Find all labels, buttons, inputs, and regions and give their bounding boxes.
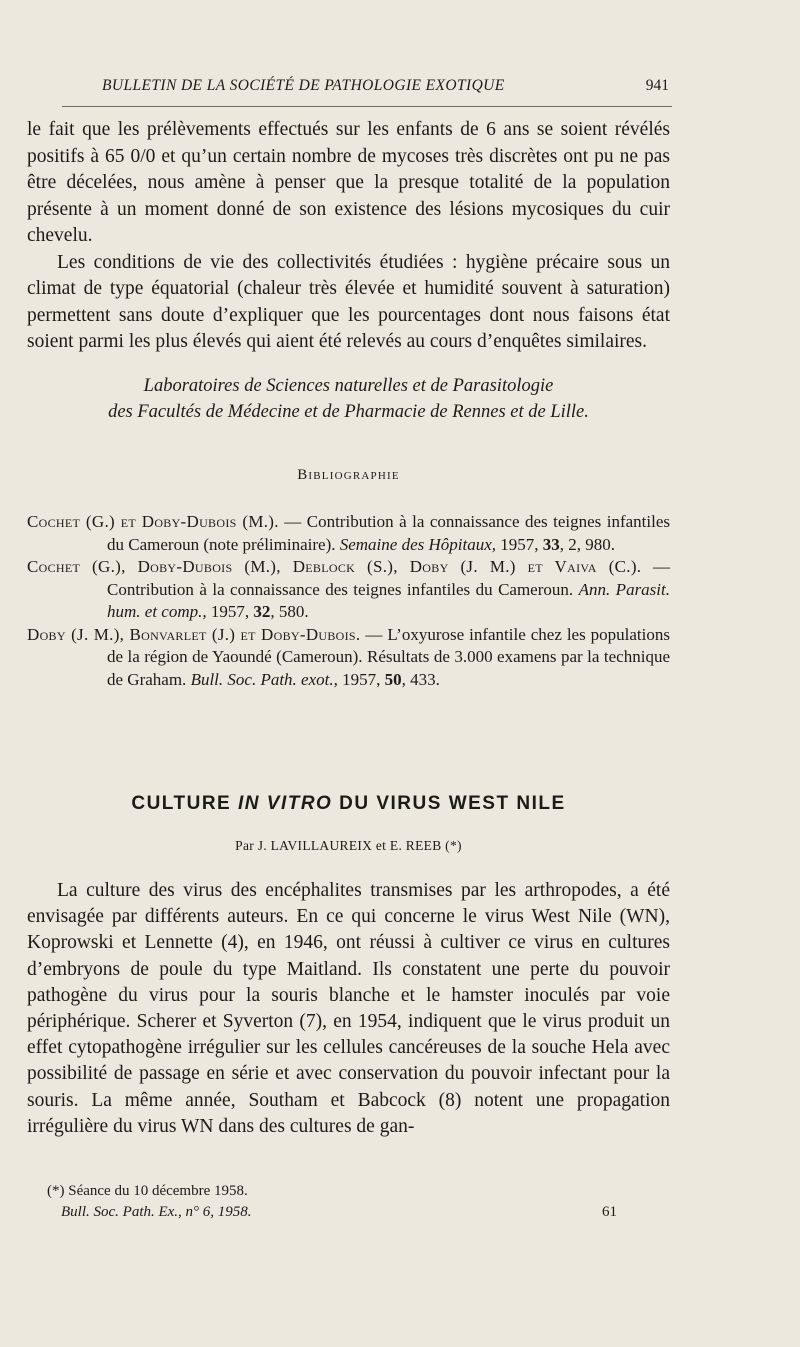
bib-authors: Doby (J. M.), Bonvarlet (J.) et Doby-Dubois. [27, 624, 361, 644]
bib-journal: Ann. Parasit. hum. et comp., [107, 579, 670, 621]
bib-pages: , 580. [270, 602, 309, 621]
bib-journal: Bull. Soc. Path. exot., [190, 669, 338, 689]
bibliography-entry [27, 556, 670, 624]
paragraph: Les conditions de vie des collectivités étudiées : hygiène précaire sous un climat de type équatorial (chaleur très élevée et humidité souvent à saturation) permettent sans doute d’expliquer que les pourcentages dont nous faisons état soient parmi les plus élevés qui aient été relevés au cours d’enquêtes similaires. [27, 251, 670, 352]
byline: Par J. LAVILLAUREIX et E. REEB (*) [235, 838, 462, 853]
bib-volume: 32 [253, 602, 271, 621]
footnote [47, 1181, 647, 1223]
affiliation-line: des Facultés de Médecine et de Pharmacie de Rennes et de Lille. [108, 402, 589, 422]
bib-authors: Cochet (G.) et Doby-Dubois (M.). [27, 512, 279, 531]
affiliation [27, 373, 670, 425]
bib-year: 1957, [206, 602, 254, 621]
bib-text: — Contribution à la connaissance des teignes infantiles du Cameroun. [107, 557, 670, 599]
bib-year: 1957, [337, 669, 385, 689]
page-number-bottom: 61 [602, 1204, 617, 1220]
footnote-line: (*) Séance du 10 décembre 1958. [47, 1183, 248, 1199]
footnote-citation [47, 1202, 647, 1223]
bib-authors: Cochet (G.), Doby-Dubois (M.), Deblock (S.), Doby (J. M.) et Vaiva (C.). [27, 557, 642, 576]
article-title-part: DU VIRUS WEST NILE [332, 793, 566, 814]
bib-journal: Semaine des Hôpitaux, [339, 534, 497, 554]
article-body [27, 878, 670, 1140]
bibliography-entry [27, 511, 670, 556]
bibliography-heading: Bibliographie [297, 467, 400, 483]
running-header [62, 72, 672, 107]
bib-volume: 50 [384, 669, 402, 689]
page-number-top: 941 [645, 77, 669, 94]
footnote-citation-text: Bull. Soc. Path. Ex., n° 6, 1958. [61, 1204, 252, 1220]
article-title-italic: IN VITRO [238, 793, 333, 814]
bibliography-entry [27, 624, 670, 692]
bib-volume: 33 [542, 534, 560, 554]
paragraph: La culture des virus des encéphalites transmises par les arthropodes, a été envisagée par différents auteurs. En ce qui concerne le virus West Nile (WN), Koprowski et Lennette (4), en 1946, ont réussi à cultiver ce virus en cultures d’embryons de poule du type Maitland. Ils constatent une perte du pouvoir pathogène du virus pour la souris blanche et le hamster inoculés par voie périphérique. Scherer et Syverton (7), en 1954, indiquent que le virus produit un effet cytopathogène irrégulier sur les cellules cancéreuses de la souche Hela avec possibilité de passage en série et avec conservation du pouvoir infectant pour la souris. La même année, Southam et Babcock (8) notent une propagation irrégulière du virus WN dans des cultures de gan- [27, 880, 670, 1137]
bibliography-list [27, 511, 670, 691]
paragraph: le fait que les prélèvements effectués sur les enfants de 6 ans se soient révélés positifs à 65 0/0 et qu’un certain nombre de mycoses très discrètes ont pu ne pas être décelées, nous amène à penser que la presque totalité de la population présente à un moment donné de son existence des lésions mycosiques du cuir chevelu. [27, 119, 670, 246]
bib-text: — L’oxyurose infantile chez les populations de la région de Yaoundé (Cameroun). Résultats de 3.000 examens par la technique de Graham. [107, 624, 670, 689]
article-title [27, 793, 670, 815]
bib-year: 1957, [496, 534, 543, 554]
bib-text: — Contribution à la connaissance des teignes infantiles du Cameroun (note préliminaire). [107, 512, 670, 554]
previous-article-conclusion [27, 117, 670, 356]
affiliation-line: Laboratoires de Sciences naturelles et de Parasitologie [143, 376, 554, 396]
journal-title: BULLETIN DE LA SOCIÉTÉ DE PATHOLOGIE EXOTIQUE [102, 77, 505, 94]
bib-pages: , 2, 980. [559, 534, 616, 554]
article-title-part: CULTURE [131, 793, 238, 814]
bib-pages: , 433. [401, 669, 440, 689]
